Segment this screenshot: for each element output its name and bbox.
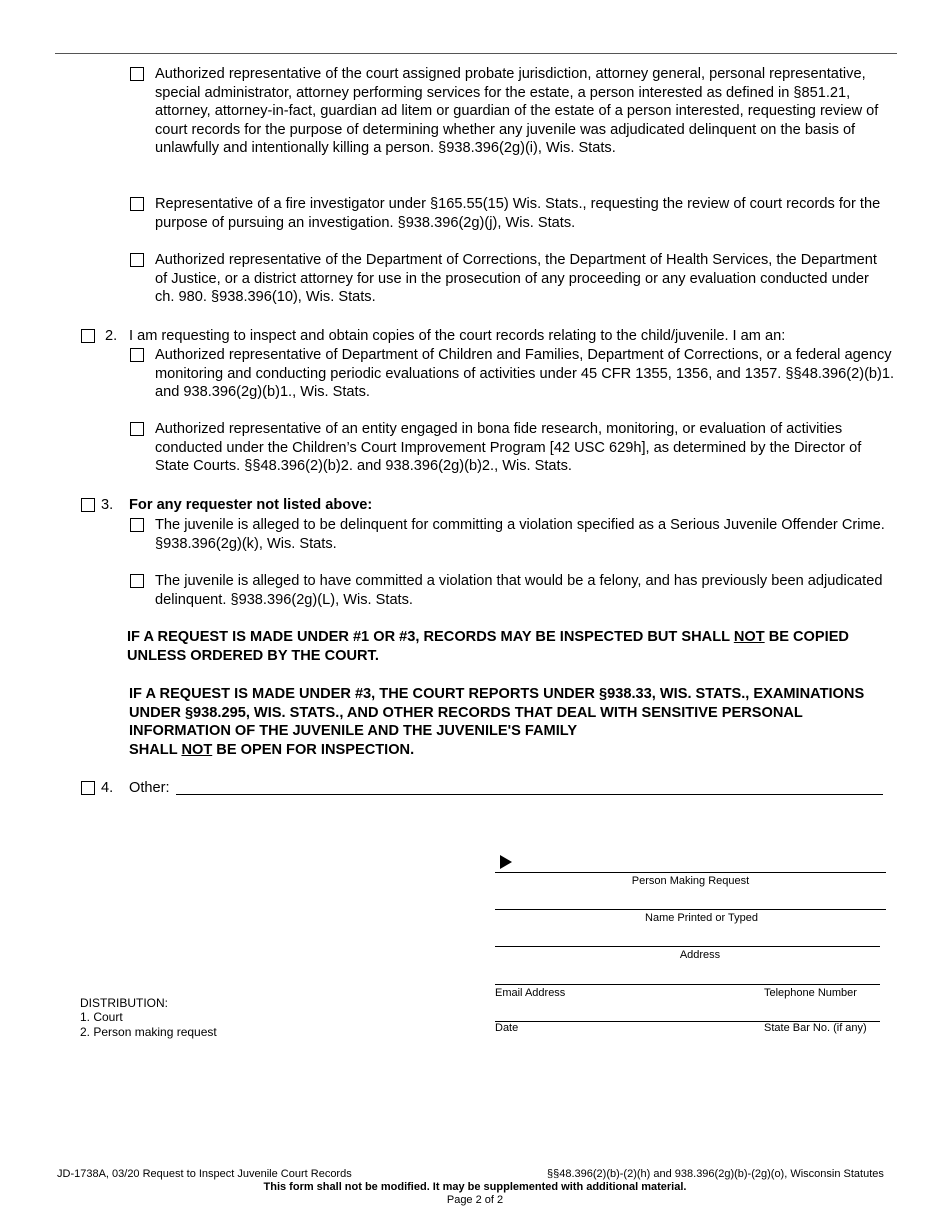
notice-1-not: NOT xyxy=(733,629,765,645)
notice-1-part-a: IF A REQUEST IS MADE UNDER #1 OR #3, RECORDS MAY BE INSPECTED BUT SHALL xyxy=(127,629,734,645)
option-probate-text: Authorized representative of the court assigned probate jurisdiction, attorney general, personal representative, special administrator, attorney performing services for the estate, a person interested as defined in §851.21, attorney, attorney-in-fact, guardian ad litem or guardian of the estate of a person interested, requesting review of court records for the purpose of determining whether any juvenile was adjudicated delinquent on the basis of unlawfully and intentionally killing a person. §938.396(2g)(i), Wis. Stats. xyxy=(155,66,879,157)
item-4-label: Other: xyxy=(129,780,170,796)
item-2-text: I am requesting to inspect and obtain copies of the court records relating to the child/juvenile. I am an: xyxy=(129,328,786,344)
checkbox-research-entity[interactable] xyxy=(130,422,144,436)
email-phone-line[interactable] xyxy=(495,984,880,985)
option-serious-text: The juvenile is alleged to be delinquent for committing a violation specified as a Serious Juvenile Offender Crime. §938.396(2g)(k), Wis. Stats. xyxy=(155,517,885,552)
item-3-text: For any requester not listed above: xyxy=(129,497,373,513)
label-person-making-request: Person Making Request xyxy=(631,875,750,887)
checkbox-dcf-representative[interactable] xyxy=(130,348,144,362)
label-telephone: Telephone Number xyxy=(764,987,857,999)
option-felony-text: The juvenile is alleged to have committed a violation that would be a felony, and has previously been adjudicated delinquent. §938.396(2g)(L), Wis. Stats. xyxy=(155,573,883,608)
label-name-printed: Name Printed or Typed xyxy=(645,912,758,924)
notice-2-not: NOT xyxy=(181,741,213,758)
label-address: Address xyxy=(679,949,721,961)
checkbox-fire-investigator[interactable] xyxy=(130,197,144,211)
notice-2-part-b: SHALL xyxy=(129,741,182,758)
address-line[interactable] xyxy=(495,946,880,947)
notice-inspection-restriction xyxy=(129,685,894,759)
checkbox-corrections-representative[interactable] xyxy=(130,253,144,267)
footer-statutes: §§48.396(2)(b)-(2)(h) and 938.396(2g)(b)-(2g)(o), Wisconsin Statutes xyxy=(547,1168,884,1180)
label-state-bar: State Bar No. (if any) xyxy=(764,1022,867,1034)
label-email: Email Address xyxy=(495,987,566,999)
checkbox-item-2[interactable] xyxy=(81,329,95,343)
signature-arrow-icon xyxy=(500,855,512,869)
checkbox-serious-offender[interactable] xyxy=(130,518,144,532)
notice-1-part-b: BE COPIED UNLESS ORDERED BY THE COURT. xyxy=(127,629,849,664)
top-rule xyxy=(55,53,897,54)
distribution-item-requester: 2. Person making request xyxy=(80,1025,217,1039)
label-date: Date xyxy=(495,1022,519,1034)
item-4-number: 4. xyxy=(101,780,114,796)
notice-copy-restriction xyxy=(127,628,912,665)
option-fire-text: Representative of a fire investigator under §165.55(15) Wis. Stats., requesting the review of court records for the purpose of pursuing an investigation. §938.396(2g)(j), Wis. Stats. xyxy=(155,196,881,231)
name-line[interactable] xyxy=(495,909,886,910)
distribution-item-court: 1. Court xyxy=(80,1010,123,1024)
distribution-title: DISTRIBUTION: xyxy=(80,996,169,1010)
notice-2-part-c: BE OPEN FOR INSPECTION. xyxy=(212,741,415,758)
checkbox-item-4[interactable] xyxy=(81,781,95,795)
signature-line[interactable] xyxy=(495,872,886,873)
other-input-line[interactable] xyxy=(176,794,883,795)
item-3-number: 3. xyxy=(101,497,114,513)
notice-2-part-a: IF A REQUEST IS MADE UNDER #3, THE COURT REPORTS UNDER §938.33, WIS. STATS., EXAMINATIONS UNDER §938.295, WIS. STATS., AND OTHER RECORDS THAT DEAL WITH SENSITIVE PERSONAL INFORMATION OF THE JUVENILE AND THE JUVENILE'S FAMILY xyxy=(129,686,865,740)
footer-page-number: Page 2 of 2 xyxy=(446,1194,504,1206)
item-2-number: 2. xyxy=(105,328,118,344)
checkbox-item-3[interactable] xyxy=(81,498,95,512)
checkbox-probate-representative[interactable] xyxy=(130,67,144,81)
option-corrections-text: Authorized representative of the Department of Corrections, the Department of Health Services, the Department of Justice, or a district attorney for use in the prosecution of any proceeding or any evaluation conducted under ch. 980. §938.396(10), Wis. Stats. xyxy=(155,252,877,306)
footer-notice: This form shall not be modified. It may be supplemented with additional material. xyxy=(263,1181,687,1193)
footer-form-id: JD-1738A, 03/20 Request to Inspect Juvenile Court Records xyxy=(57,1168,352,1180)
option-dcf-text: Authorized representative of Department of Children and Families, Department of Corrections, or a federal agency monitoring and conducting periodic evaluations of activities under 45 CFR 1355, 1356, and 1357. §§48.396(2)(b)1. and 938.396(2g)(b)1., Wis. Stats. xyxy=(155,347,895,401)
checkbox-felony[interactable] xyxy=(130,574,144,588)
option-research-text: Authorized representative of an entity engaged in bona fide research, monitoring, or evaluation of activities conducted under the Children’s Court Improvement Program [42 USC 629h], as determined by the Director of State Courts. §§48.396(2)(b)2. and 938.396(2g)(b)2., Wis. Stats. xyxy=(155,421,862,475)
